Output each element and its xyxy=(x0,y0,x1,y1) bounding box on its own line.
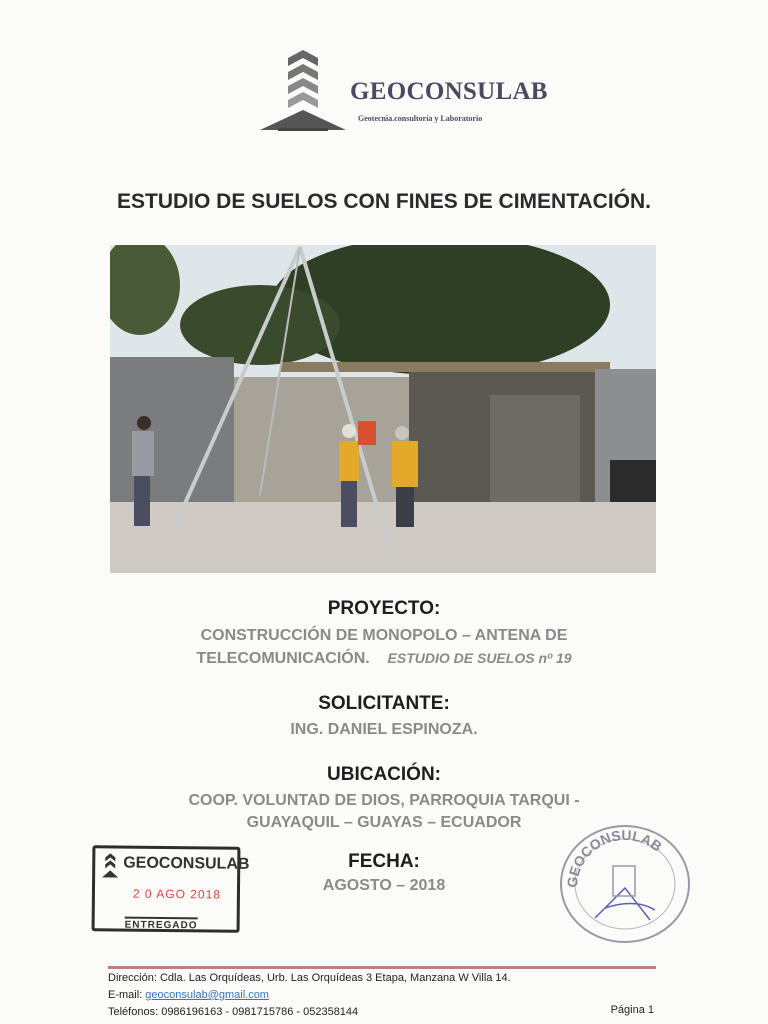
received-stamp xyxy=(92,845,250,933)
stamp-logo-icon xyxy=(101,852,119,878)
proyecto-reference: ESTUDIO DE SUELOS nº 19 xyxy=(387,650,572,666)
solicitante-heading: SOLICITANTE: xyxy=(318,693,450,714)
stamp-company-name: GEOCONSULAB xyxy=(123,854,250,873)
ubicacion-line1: COOP. VOLUNTAD DE DIOS, PARROQUIA TARQUI - xyxy=(188,792,580,809)
svg-text:GEOCONSULAB xyxy=(564,827,665,888)
stamp-date: 2 0 AGO 2018 xyxy=(132,886,222,902)
document-title: ESTUDIO DE SUELOS CON FINES DE CIMENTACIÓN. xyxy=(117,190,651,213)
proyecto-line2-row xyxy=(0,647,768,670)
seal-text: GEOCONSULAB xyxy=(563,826,666,889)
company-seal xyxy=(555,818,695,948)
proyecto-line2: TELECOMUNICACIÓN. xyxy=(196,650,370,667)
company-logo xyxy=(258,48,548,132)
proyecto-heading: PROYECTO: xyxy=(327,598,441,619)
footer-address: Dirección: Cdla. Las Orquídeas, Urb. Las Orquídeas 3 Etapa, Manzana W Villa 14. xyxy=(108,972,511,984)
ubicacion-heading: UBICACIÓN: xyxy=(327,764,441,785)
fecha-heading: FECHA: xyxy=(348,851,420,872)
logo-name: GEOCONSULAB xyxy=(350,78,548,105)
ubicacion-line2: GUAYAQUIL – GUAYAS – ECUADOR xyxy=(246,814,522,831)
site-photo xyxy=(110,245,656,573)
footer-divider xyxy=(108,966,656,969)
email-link[interactable]: geoconsulab@gmail.com xyxy=(145,989,269,1001)
footer-email-row xyxy=(108,987,654,1004)
footer-email-label: E-mail: xyxy=(108,989,143,1001)
footer-phones: Teléfonos: 0986196163 - 0981715786 - 052358144 xyxy=(108,1006,359,1018)
stamp-delivered-label: ENTREGADO xyxy=(125,917,198,932)
solicitante-value: ING. DANIEL ESPINOZA. xyxy=(290,721,478,738)
logo-tagline: Geotecnia.consultoría y Laboratorio xyxy=(358,114,483,123)
proyecto-line1: CONSTRUCCIÓN DE MONOPOLO – ANTENA DE xyxy=(200,627,568,644)
fecha-value: AGOSTO – 2018 xyxy=(322,877,446,894)
page-number: Página 1 xyxy=(610,1004,654,1016)
chevron-tower-icon xyxy=(258,48,348,132)
footer xyxy=(108,970,654,1021)
